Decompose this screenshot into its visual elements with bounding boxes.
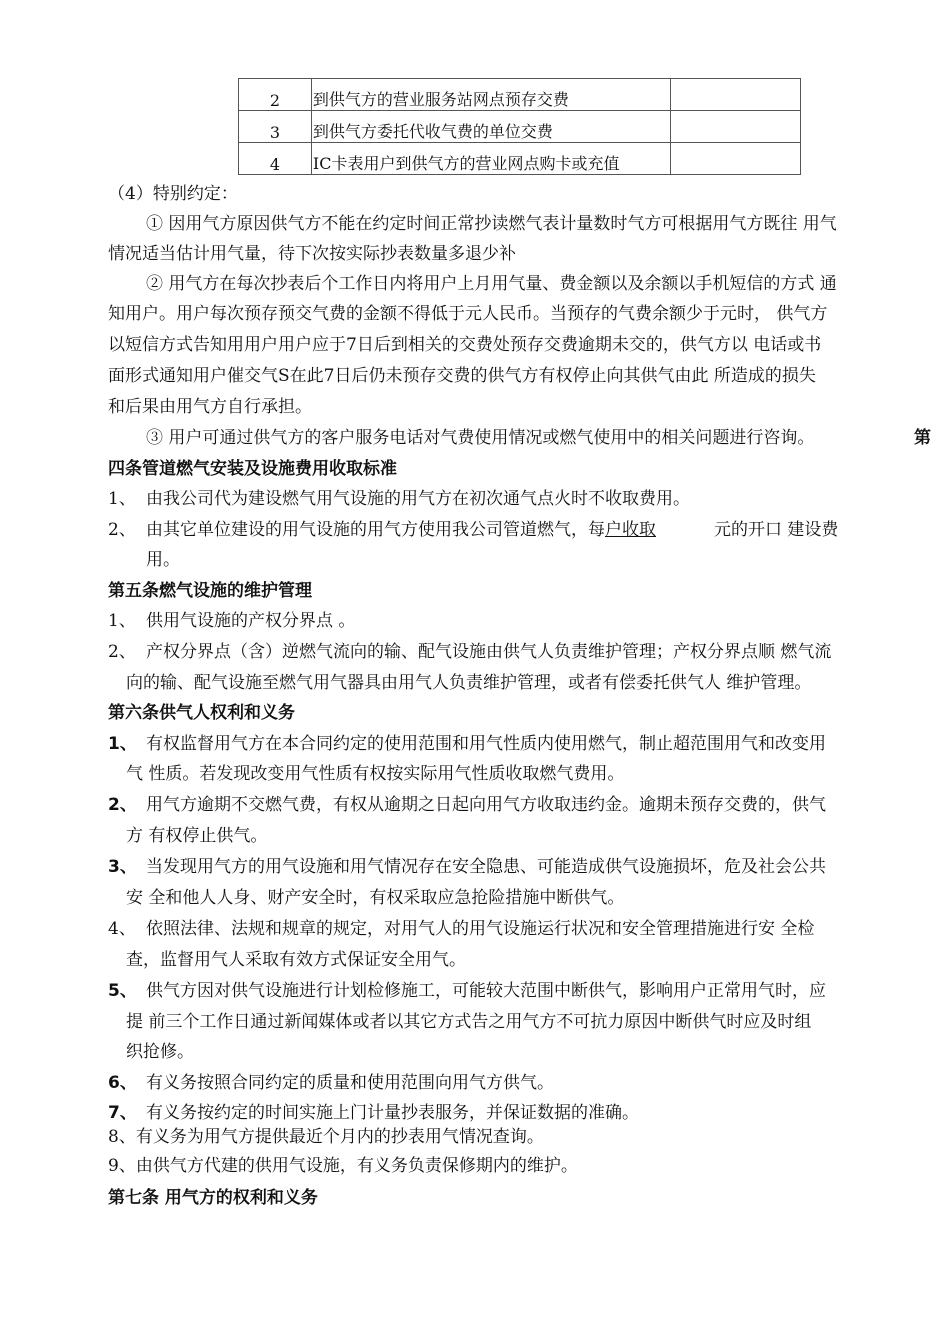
row-number: 4 (239, 143, 312, 175)
art5-item2-number: 2、 (108, 642, 136, 662)
art6-item5-number: 5、 (108, 981, 137, 1001)
art6-item7-text: 有义务按约定的时间实施上门计量抄表服务，并保证数据的准确。 (146, 1103, 639, 1123)
special-p2-line1: ② 用气方在每次抄表后个工作日内将用户上月用气量、费金额以及余额以手机短信的方式 通 (146, 274, 837, 294)
art4-item2-number: 2、 (108, 520, 136, 540)
table-row (239, 143, 801, 175)
special-p2-line2: 知用户。用户每次预存预交气费的金额不得低于元人民币。当预存的气费余额少于元时， 供气方 (108, 304, 828, 324)
art6-item3-line1: 当发现用气方的用气设施和用气情况存在安全隐患、可能造成供气设施损坏，危及社会公共 (146, 857, 826, 877)
row-blank-cell (671, 79, 801, 111)
special-p1-line1: ① 因用气方原因供气方不能在约定时间正常抄读燃气表计量数时气方可根据用气方既往 用气 (146, 214, 837, 234)
art6-item4-number: 4、 (108, 919, 136, 939)
art6-item3-number: 3、 (108, 857, 137, 877)
article4-title: 四条管道燃气安装及设施费用收取标准 (108, 459, 397, 479)
row-description: 到供气方的营业服务站网点预存交费 (311, 79, 670, 111)
art6-item4-line1: 依照法律、法规和规章的规定，对用气人的用气设施运行状况和安全管理措施进行安 全检 (146, 919, 815, 939)
art4-item1-number: 1、 (108, 489, 136, 509)
art5-item1-text: 供用气设施的产权分界点 。 (146, 611, 356, 631)
art6-item2-line2: 方 有权停止供气。 (126, 826, 268, 846)
row-number: 2 (239, 79, 312, 111)
art6-item8: 8、有义务为用气方提供最近个月内的抄表用气情况查询。 (108, 1127, 544, 1147)
special-heading: （4）特别约定： (108, 184, 238, 204)
art4-item2-text (146, 520, 838, 540)
art4-item2-line2: 用。 (146, 550, 180, 570)
article4-title-start: 第 (914, 428, 931, 448)
art4-item2-suffix: 元的开口 建设费 (714, 520, 839, 540)
art5-item2-line2: 向的输、配气设施至燃气用气器具由用气人负责维护管理，或者有偿委托供气人 维护管理。 (126, 673, 812, 693)
table-row (239, 79, 801, 111)
art6-item3-line2: 安 全和他人人身、财产安全时，有权采取应急抢险措施中断供气。 (126, 888, 625, 908)
art6-item1-line2: 气 性质。若发现改变用气性质有权按实际用气性质收取燃气费用。 (126, 764, 625, 784)
row-description: IC卡表用户到供气方的营业网点购卡或充值 (311, 143, 670, 175)
art6-item2-line1: 用气方逾期不交燃气费，有权从逾期之日起向用气方收取违约金。逾期未预存交费的，供气 (146, 795, 826, 815)
art4-item2-underlined: 户收取 (605, 520, 656, 540)
special-p3: ③ 用户可通过供气方的客户服务电话对气费使用情况或燃气使用中的相关问题进行咨询。 (146, 428, 815, 448)
art6-item4-line2: 查，监督用气人采取有效方式保证安全用气。 (126, 950, 466, 970)
special-p2-line3: 以短信方式告知用用户用户应于7日后到相关的交费处预存交费逾期未交的，供气方以 电话或书 (108, 335, 822, 355)
art6-item5-line2: 提 前三个工作日通过新闻媒体或者以其它方式告之用气方不可抗力原因中断供气时应及时组 (126, 1012, 812, 1032)
art6-item1-line1: 有权监督用气方在本合同约定的使用范围和用气性质内使用燃气，制止超范围用气和改变用 (146, 734, 826, 754)
article7-title: 第七条 用气方的权利和义务 (108, 1188, 318, 1208)
art6-item1-number: 1、 (108, 734, 137, 754)
table-row (239, 111, 801, 143)
row-description: 到供气方委托代收气费的单位交费 (311, 111, 670, 143)
special-p2-line5: 和后果由用气方自行承担。 (108, 397, 312, 417)
row-blank-cell (671, 143, 801, 175)
payment-method-table (238, 78, 801, 175)
art6-item5-line3: 织抢修。 (126, 1042, 194, 1062)
art6-item5-line1: 供气方因对供气设施进行计划检修施工，可能较大范围中断供气，影响用户正常用气时，应 (146, 981, 826, 1001)
row-number: 3 (239, 111, 312, 143)
art6-item9: 9、由供气方代建的供用气设施，有义务负责保修期内的维护。 (108, 1156, 578, 1176)
art5-item2-line1: 产权分界点（含）逆燃气流向的输、配气设施由供气人负责维护管理；产权分界点顺 燃气流 (146, 642, 832, 662)
art6-item2-number: 2、 (108, 795, 137, 815)
special-p2-line4: 面形式通知用户催交气S在此7日后仍未预存交费的供气方有权停止向其供气由此 所造成的损失 (108, 366, 816, 386)
row-blank-cell (671, 111, 801, 143)
article6-title: 第六条供气人权利和义务 (108, 703, 295, 723)
art4-item2-prefix: 由其它单位建设的用气设施的用气方使用我公司管道燃气，每 (146, 520, 605, 540)
art4-item1-text: 由我公司代为建设燃气用气设施的用气方在初次通气点火时不收取费用。 (146, 489, 690, 509)
article5-title: 第五条燃气设施的维护管理 (108, 581, 312, 601)
art6-item6-text: 有义务按照合同约定的质量和使用范围向用气方供气。 (146, 1073, 554, 1093)
art6-item7-number: 7、 (108, 1103, 137, 1123)
art6-item6-number: 6、 (108, 1073, 137, 1093)
special-p1-line2: 情况适当估计用气量，待下次按实际抄表数量多退少补 (108, 244, 516, 264)
art5-item1-number: 1、 (108, 611, 136, 631)
